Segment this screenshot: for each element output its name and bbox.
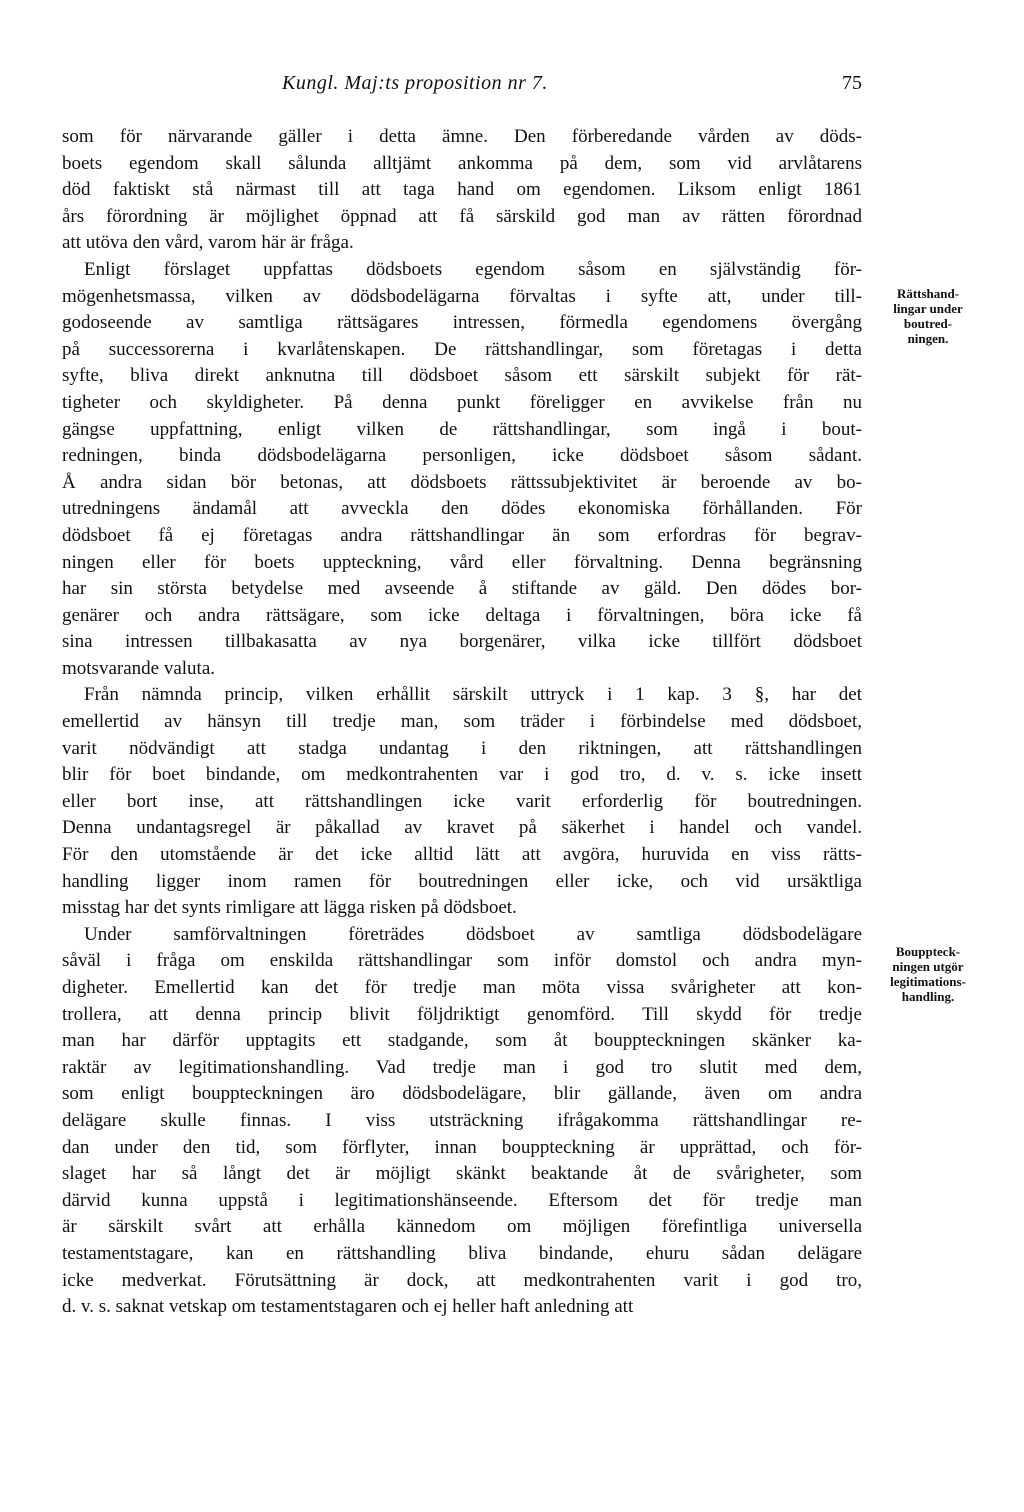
text-line: För den utomstående är det icke alltid lätt att avgöra, huruvida en viss rätts-: [62, 844, 862, 866]
text-line: dödsboet få ej företagas andra rättshandlingar än som erfordras för begrav-: [62, 524, 862, 546]
text-line: boets egendom skall sålunda alltjämt ankomma på dem, som vid arvlåtarens: [62, 152, 862, 174]
page-header: [282, 72, 862, 100]
text-line: icke medverkat. Förutsättning är dock, att medkontrahenten varit i god tro,: [62, 1269, 862, 1291]
text-line: emellertid av hänsyn till tredje man, som träder i förbindelse med dödsboet,: [62, 711, 862, 733]
text-line: Denna undantagsregel är påkallad av kravet på säkerhet i handel och vandel.: [62, 817, 862, 839]
margin-note-line: lingar under: [893, 301, 963, 316]
margin-note-line: ningen utgör: [892, 959, 964, 974]
text-line: Från nämnda princip, vilken erhållit särskilt uttryck i 1 kap. 3 §, har det: [84, 684, 862, 706]
text-line: Enligt förslaget uppfattas dödsboets egendom såsom en självständig för-: [84, 258, 862, 280]
text-line: tigheter och skyldigheter. På denna punkt föreligger en avvikelse från nu: [62, 391, 862, 413]
text-line: utredningens ändamål att avveckla den dödes ekonomiska förhållanden. För: [62, 498, 862, 520]
text-line: blir för boet bindande, om medkontrahenten var i god tro, d. v. s. icke insett: [62, 764, 862, 786]
text-line: Å andra sidan bör betonas, att dödsboets rättssubjektivitet är beroende av bo-: [62, 471, 862, 493]
text-line: man har därför upptagits ett stadgande, som åt bouppteckningen skänker ka-: [62, 1030, 862, 1052]
text-line: Under samförvaltningen företrädes dödsboet av samtliga dödsbodelägare: [84, 923, 862, 945]
margin-note-line: ningen.: [907, 331, 949, 346]
text-line: är särskilt svårt att erhålla kännedom om möjligen förefintliga universella: [62, 1216, 862, 1238]
text-line: ningen eller för boets uppteckning, vård eller förvaltning. Denna begränsning: [62, 551, 862, 573]
text-line: dan under den tid, som förflyter, innan bouppteckning är upprättad, och för-: [62, 1136, 862, 1158]
text-line: d. v. s. saknat vetskap om testamentstagaren och ej heller haft anledning att: [62, 1296, 634, 1318]
text-line: syfte, bliva direkt anknutna till dödsboet såsom ett särskilt subjekt för rät-: [62, 365, 862, 387]
margin-note-line: Bouppteck-: [895, 944, 961, 959]
text-line: mögenhetsmassa, vilken av dödsbodelägarna förvaltas i syfte att, under till-: [62, 285, 862, 307]
text-line: digheter. Emellertid kan det för tredje man möta vissa svårigheter att kon-: [62, 977, 862, 998]
margin-note-line: boutred-: [903, 316, 953, 331]
text-line: redningen, binda dödsbodelägarna personligen, icke dödsboet såsom sådant.: [62, 445, 862, 467]
text-line: testamentstagare, kan en rättshandling bliva bindande, ehuru sådan delägare: [62, 1242, 862, 1264]
text-line: som för närvarande gäller i detta ämne. Den förberedande vården av döds-: [62, 126, 862, 147]
margin-note-line: Rättshand-: [896, 286, 960, 301]
text-line: slaget har så långt det är möjligt skänkt beaktande åt de svårigheter, som: [62, 1163, 862, 1185]
text-line: som enligt bouppteckningen äro dödsbodelägare, blir gällande, även om andra: [62, 1083, 862, 1105]
text-line: såväl i fråga om enskilda rättshandlingar som inför domstol och andra myn-: [62, 950, 862, 972]
text-line: raktär av legitimationshandling. Vad tredje man i god tro slutit med dem,: [62, 1056, 862, 1078]
margin-note-line: handling.: [901, 989, 955, 1004]
margin-note-rattshandlingar: [872, 286, 984, 346]
text-line: delägare skulle finnas. I viss utsträckning ifrågakomma rättshandlingar re-: [62, 1109, 862, 1131]
text-line: godoseende av samtliga rättsägares intressen, förmedla egendomens övergång: [62, 312, 862, 334]
margin-note-line: legitimations-: [890, 974, 966, 989]
text-line: på successorerna i kvarlåtenskapen. De rättshandlingar, som företagas i detta: [62, 338, 862, 360]
running-title: Kungl. Maj:ts proposition nr 7.: [282, 72, 548, 94]
text-line: har sin största betydelse med avseende å stiftande av gäld. Den dödes bor-: [62, 578, 862, 600]
text-line: sina intressen tillbakasatta av nya borgenärer, vilka icke tillfört dödsboet: [62, 631, 862, 653]
page-number: 75: [842, 72, 862, 94]
text-line: trollera, att denna princip blivit följdriktigt genomförd. Till skydd för tredje: [62, 1003, 862, 1025]
text-line: därvid kunna uppstå i legitimationshänseende. Eftersom det för tredje man: [62, 1189, 862, 1211]
text-line: död faktiskt stå närmast till att taga hand om egendomen. Liksom enligt 1861: [62, 179, 862, 201]
text-line: motsvarande valuta.: [62, 657, 216, 679]
text-line: gängse uppfattning, enligt vilken de rättshandlingar, som ingå i bout-: [62, 418, 862, 440]
text-line: års förordning är möjlighet öppnad att få särskild god man av rätten förordnad: [62, 205, 862, 227]
body-text: [62, 124, 862, 1321]
text-line: varit nödvändigt att stadga undantag i den riktningen, att rättshandlingen: [62, 737, 862, 759]
text-line: handling ligger inom ramen för boutredningen eller icke, och vid ursäktliga: [62, 870, 862, 892]
margin-note-bouppteckning: [872, 944, 984, 1004]
text-line: genärer och andra rättsägare, som icke deltaga i förvaltningen, böra icke få: [62, 604, 862, 626]
text-line: att utöva den vård, varom här är fråga.: [62, 232, 354, 254]
text-line: misstag har det synts rimligare att lägga risken på dödsboet.: [62, 897, 517, 919]
text-line: eller bort inse, att rättshandlingen icke varit erforderlig för boutredningen.: [62, 790, 862, 812]
